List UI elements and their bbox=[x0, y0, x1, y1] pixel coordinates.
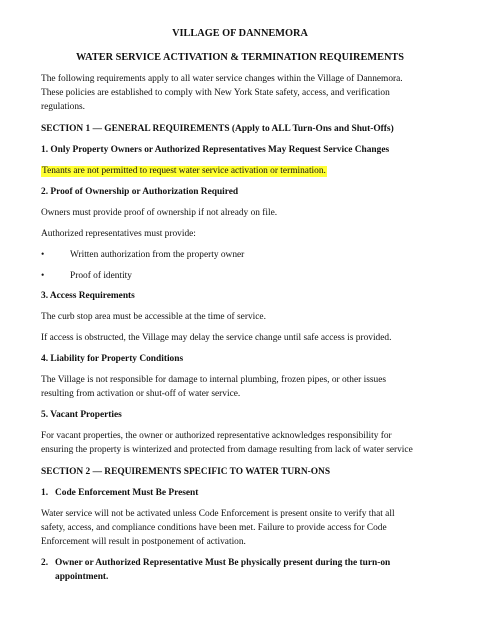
bullet-marker: • bbox=[41, 271, 45, 281]
bullet-item: Proof of identity bbox=[70, 271, 132, 281]
item-1-heading: 1. Only Property Owners or Authorized Representatives May Request Service Changes bbox=[41, 145, 390, 155]
item-4-line-2: resulting from activation or shut-off of water service. bbox=[41, 389, 241, 399]
section-2-heading: SECTION 2 — REQUIREMENTS SPECIFIC TO WATER TURN-ONS bbox=[41, 467, 331, 477]
s2-item-2-heading-line-1: Owner or Authorized Representative Must Be physically present during the turn-on bbox=[55, 558, 391, 568]
s2-item-1-line-3: Enforcement will result in postponement of activation. bbox=[41, 537, 246, 547]
document-title: WATER SERVICE ACTIVATION & TERMINATION REQUIREMENTS bbox=[76, 52, 404, 63]
bullet-item: Written authorization from the property owner bbox=[70, 250, 245, 260]
item-2-text: Owners must provide proof of ownership if not already on file. bbox=[41, 208, 278, 218]
highlighted-text: Tenants are not permitted to request water service activation or termination. bbox=[42, 166, 326, 176]
item-2-text-2: Authorized representatives must provide: bbox=[41, 229, 196, 239]
item-5-line-2: ensuring the property is winterized and protected from damage resulting from lack of water service bbox=[41, 445, 413, 455]
item-3-text-2: If access is obstructed, the Village may delay the service change until safe access is provided. bbox=[41, 333, 392, 343]
village-name: VILLAGE OF DANNEMORA bbox=[172, 28, 308, 39]
item-4-heading: 4. Liability for Property Conditions bbox=[41, 354, 184, 364]
intro-line-1: The following requirements apply to all water service changes within the Village of Dannemora. bbox=[41, 74, 403, 84]
section-1-heading: SECTION 1 — GENERAL REQUIREMENTS (Apply to ALL Turn-Ons and Shut-Offs) bbox=[41, 124, 394, 134]
item-4-line-1: The Village is not responsible for damage to internal plumbing, frozen pipes, or other issues bbox=[41, 375, 387, 385]
item-2-heading: 2. Proof of Ownership or Authorization Required bbox=[41, 187, 239, 197]
item-5-heading: 5. Vacant Properties bbox=[41, 410, 122, 420]
s2-item-1-heading: Code Enforcement Must Be Present bbox=[55, 488, 199, 498]
intro-line-3: regulations. bbox=[41, 102, 86, 112]
s2-item-2-heading-line-2: appointment. bbox=[55, 572, 109, 582]
tenant-notice bbox=[41, 165, 327, 178]
item-5-line-1: For vacant properties, the owner or authorized representative acknowledges responsibility for bbox=[41, 431, 392, 441]
intro-line-2: These policies are established to comply with New York State safety, access, and verification bbox=[41, 88, 390, 98]
item-3-text: The curb stop area must be accessible at the time of service. bbox=[41, 312, 266, 322]
s2-item-1-line-1: Water service will not be activated unless Code Enforcement is present onsite to verify that all bbox=[41, 509, 395, 519]
s2-item-1-line-2: safety, access, and compliance conditions have been met. Failure to provide access for Code bbox=[41, 523, 387, 533]
s2-item-1-number: 1. bbox=[41, 488, 49, 498]
bullet-marker: • bbox=[41, 250, 45, 260]
item-3-heading: 3. Access Requirements bbox=[41, 291, 135, 301]
s2-item-2-number: 2. bbox=[41, 558, 49, 568]
